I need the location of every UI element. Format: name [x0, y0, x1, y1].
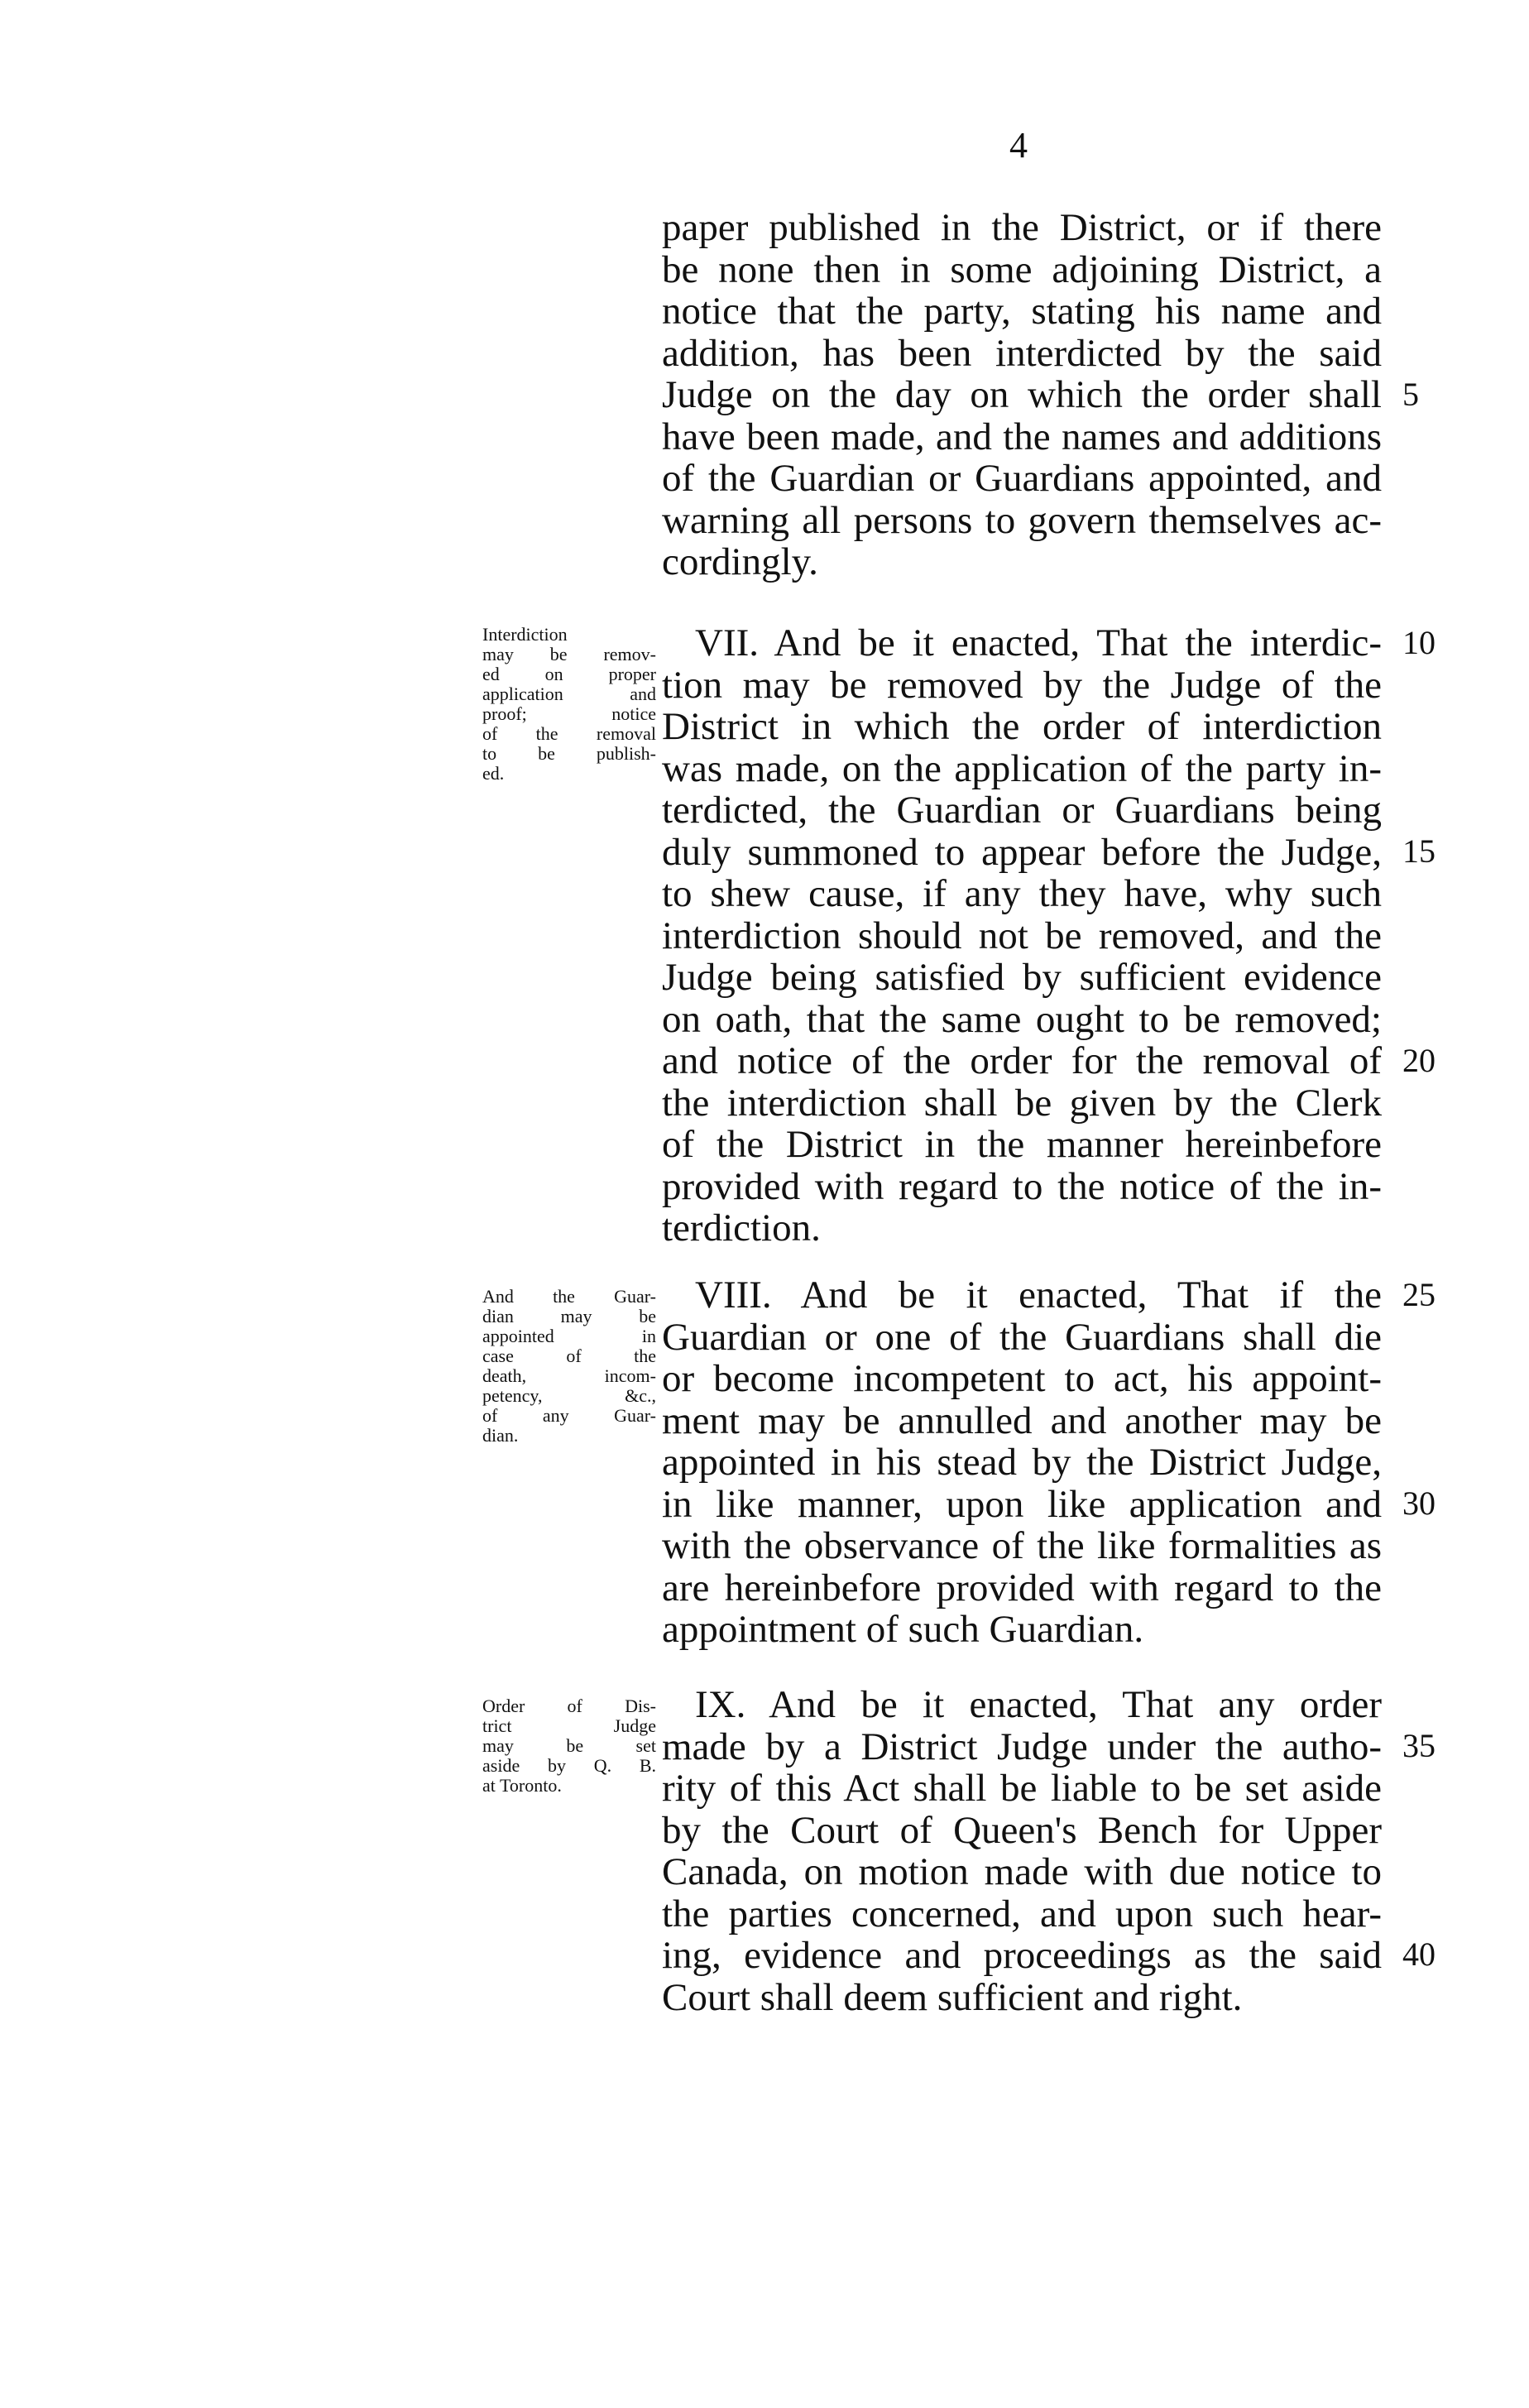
text-line: with the observance of the like formalities as [662, 1524, 1382, 1567]
margin-note-line: trict Judge [482, 1715, 656, 1736]
line-number: 15 [1402, 832, 1436, 870]
text-line: by the Court of Queen's Bench for Upper [662, 1808, 1382, 1852]
text-line: the parties concerned, and upon such hear- [662, 1892, 1382, 1936]
text-line: interdiction should not be removed, and the [662, 914, 1382, 957]
margin-note-line: Interdiction [482, 624, 568, 645]
text-line: to shew cause, if any they have, why such [662, 872, 1382, 915]
text-line: Canada, on motion made with due notice to [662, 1850, 1382, 1893]
text-line: terdiction. [662, 1206, 821, 1250]
margin-note-line: proof; notice [482, 703, 656, 724]
page-number: 4 [1009, 125, 1028, 165]
margin-note-line: to be publish- [482, 743, 656, 764]
text-line: Court shall deem sufficient and right. [662, 1975, 1243, 2019]
text-line: warning all persons to govern themselves ac- [662, 498, 1382, 542]
line-number: 30 [1402, 1485, 1436, 1522]
margin-note-line: death, incom- [482, 1365, 656, 1386]
text-line: Guardian or one of the Guardians shall die [662, 1315, 1382, 1359]
text-line: duly summoned to appear before the Judge, [662, 830, 1382, 874]
continuation-paragraph [662, 207, 1382, 583]
margin-note-line: Order of Dis- [482, 1696, 656, 1716]
line-number: 35 [1402, 1727, 1436, 1764]
text-line: be none then in some adjoining District, a [662, 247, 1382, 291]
text-line: ing, evidence and proceedings as the said [662, 1934, 1382, 1977]
text-line: or become incompetent to act, his appoint- [662, 1357, 1382, 1400]
text-line: and notice of the order for the removal of [662, 1039, 1382, 1082]
line-number: 25 [1402, 1276, 1436, 1313]
text-line: on oath, that the same ought to be removed; [662, 997, 1382, 1041]
text-line: ment may be annulled and another may be [662, 1398, 1382, 1442]
text-line: of the Guardian or Guardians appointed, and [662, 457, 1382, 500]
margin-note-line: ed on proper [482, 664, 656, 684]
text-line: the interdiction shall be given by the Clerk [662, 1081, 1382, 1125]
margin-note-section-7 [482, 625, 656, 784]
margin-note-line: appointed in [482, 1326, 656, 1346]
text-line: appointment of such Guardian. [662, 1608, 1144, 1651]
section-7-paragraph [662, 622, 1382, 1250]
text-line: VII. And be it enacted, That the interdic- [695, 621, 1382, 664]
text-line: cordingly. [662, 540, 818, 583]
margin-note-section-9 [482, 1696, 656, 1796]
text-line: appointed in his stead by the District Judge, [662, 1441, 1382, 1484]
text-line: VIII. And be it enacted, That if the [695, 1274, 1382, 1317]
margin-note-section-8 [482, 1287, 656, 1446]
text-line: terdicted, the Guardian or Guardians being [662, 789, 1382, 832]
text-line: was made, on the application of the party in- [662, 746, 1382, 790]
line-number: 5 [1402, 376, 1419, 413]
text-line: District in which the order of interdiction [662, 705, 1382, 748]
line-number: 40 [1402, 1936, 1436, 1973]
text-line: rity of this Act shall be liable to be set aside [662, 1767, 1382, 1810]
text-line: of the District in the manner hereinbefore [662, 1123, 1382, 1166]
margin-note-line: of any Guar- [482, 1405, 656, 1426]
margin-note-line: application and [482, 684, 656, 704]
margin-note-line: dian. [482, 1425, 519, 1446]
text-line: are hereinbefore provided with regard to the [662, 1566, 1382, 1609]
margin-note-line: ed. [482, 763, 505, 784]
text-line: IX. And be it enacted, That any order [695, 1683, 1382, 1726]
text-line: have been made, and the names and additions [662, 415, 1382, 458]
text-line: paper published in the District, or if there [662, 206, 1382, 249]
line-number: 20 [1402, 1042, 1436, 1079]
text-line: provided with regard to the notice of the in- [662, 1164, 1382, 1208]
margin-note-line: And the Guar- [482, 1286, 656, 1307]
text-line: in like manner, upon like application and [662, 1482, 1382, 1526]
margin-note-line: case of the [482, 1346, 656, 1366]
margin-note-line: of the removal [482, 723, 656, 744]
margin-note-line: at Toronto. [482, 1775, 562, 1796]
margin-note-line: dian may be [482, 1306, 656, 1326]
line-number: 10 [1402, 624, 1436, 661]
text-line: tion may be removed by the Judge of the [662, 663, 1382, 707]
margin-note-line: aside by Q. B. [482, 1755, 656, 1776]
text-line: addition, has been interdicted by the said [662, 331, 1382, 375]
section-9-paragraph [662, 1684, 1382, 2018]
text-line: Judge on the day on which the order shall [662, 373, 1382, 416]
text-line: notice that the party, stating his name and [662, 290, 1382, 333]
margin-note-line: may be remov- [482, 644, 656, 664]
text-line: made by a District Judge under the autho- [662, 1724, 1382, 1768]
text-line: Judge being satisfied by sufficient evidence [662, 956, 1382, 999]
margin-note-line: petency, &c., [482, 1385, 656, 1406]
section-8-paragraph [662, 1274, 1382, 1651]
margin-note-line: may be set [482, 1735, 656, 1756]
